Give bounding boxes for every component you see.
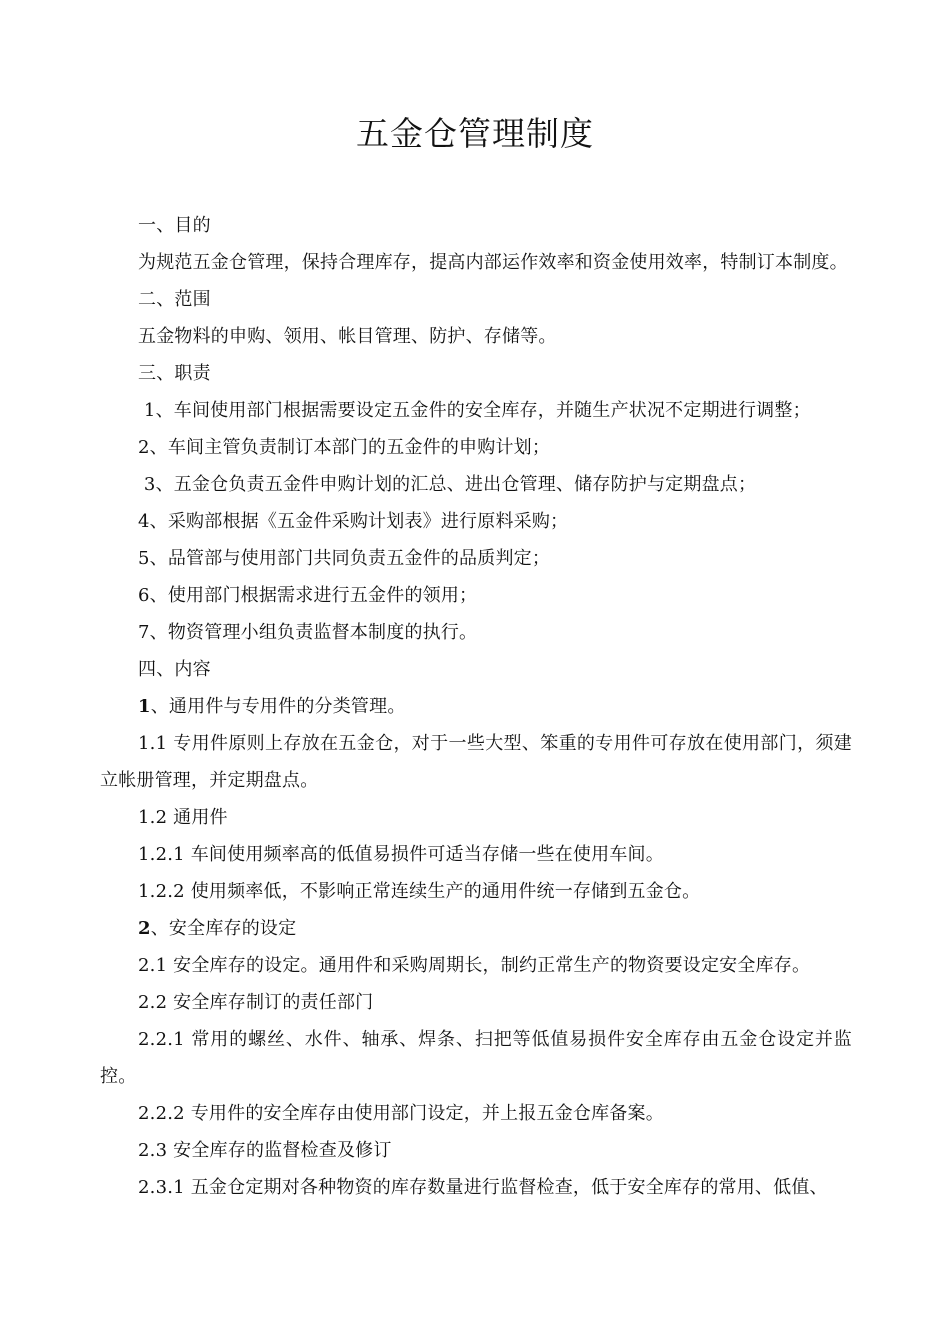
content-2-number: 2	[138, 918, 151, 939]
content-2-heading-text: 、安全库存的设定	[150, 918, 297, 939]
content-1-heading-text: 、通用件与专用件的分类管理。	[150, 696, 406, 717]
duty-item-7: 7、物资管理小组负责监督本制度的执行。	[138, 622, 478, 643]
section-1-heading: 一、目的	[138, 215, 211, 236]
content-2-3-1: 2.3.1 五金仓定期对各种物资的库存数量进行监督检查，低于安全库存的常用、低值、	[138, 1177, 828, 1198]
content-1-2-1: 1.2.1 车间使用频率高的低值易损件可适当存储一些在使用车间。	[138, 844, 664, 865]
content-2-heading	[100, 910, 852, 947]
content-1-1: 1.1 专用件原则上存放在五金仓，对于一些大型、笨重的专用件可存放在使用部门，须建立帐册管理，并定期盘点。	[100, 733, 852, 791]
content-2-1: 2.1 安全库存的设定。通用件和采购周期长，制约正常生产的物资要设定安全库存。	[138, 955, 811, 976]
duty-item-5: 5、品管部与使用部门共同负责五金件的品质判定；	[138, 548, 551, 569]
duty-item-1: 1、车间使用部门根据需要设定五金件的安全库存，并随生产状况不定期进行调整；	[138, 400, 811, 421]
section-4-heading: 四、内容	[138, 659, 211, 680]
duty-item-2: 2、车间主管负责制订本部门的五金件的申购计划；	[138, 437, 551, 458]
content-1-2: 1.2 通用件	[138, 807, 228, 828]
purpose-paragraph: 为规范五金仓管理，保持合理库存，提高内部运作效率和资金使用效率，特制订本制度。	[138, 252, 848, 273]
content-2-2-1: 2.2.1 常用的螺丝、水件、轴承、焊条、扫把等低值易损件安全库存由五金仓设定并监控。	[100, 1029, 852, 1087]
content-2-2-2: 2.2.2 专用件的安全库存由使用部门设定，并上报五金仓库备案。	[138, 1103, 664, 1124]
content-1-2-2: 1.2.2 使用频率低，不影响正常连续生产的通用件统一存储到五金仓。	[138, 881, 701, 902]
duty-item-6: 6、使用部门根据需求进行五金件的领用；	[138, 585, 478, 606]
content-2-3: 2.3 安全库存的监督检查及修订	[138, 1140, 392, 1161]
scope-paragraph: 五金物料的申购、领用、帐目管理、防护、存储等。	[138, 326, 557, 347]
content-2-2: 2.2 安全库存制订的责任部门	[138, 992, 374, 1013]
section-2-heading: 二、范围	[138, 289, 211, 310]
duty-item-3: 3、五金仓负责五金件申购计划的汇总、进出仓管理、储存防护与定期盘点；	[138, 474, 757, 495]
document-title: 五金仓管理制度	[356, 114, 594, 153]
duty-item-4: 4、采购部根据《五金件采购计划表》进行原料采购；	[138, 511, 569, 532]
content-1-heading	[100, 688, 852, 725]
section-3-heading: 三、职责	[138, 363, 211, 384]
content-1-number: 1	[138, 696, 151, 717]
document-body	[100, 207, 852, 1206]
